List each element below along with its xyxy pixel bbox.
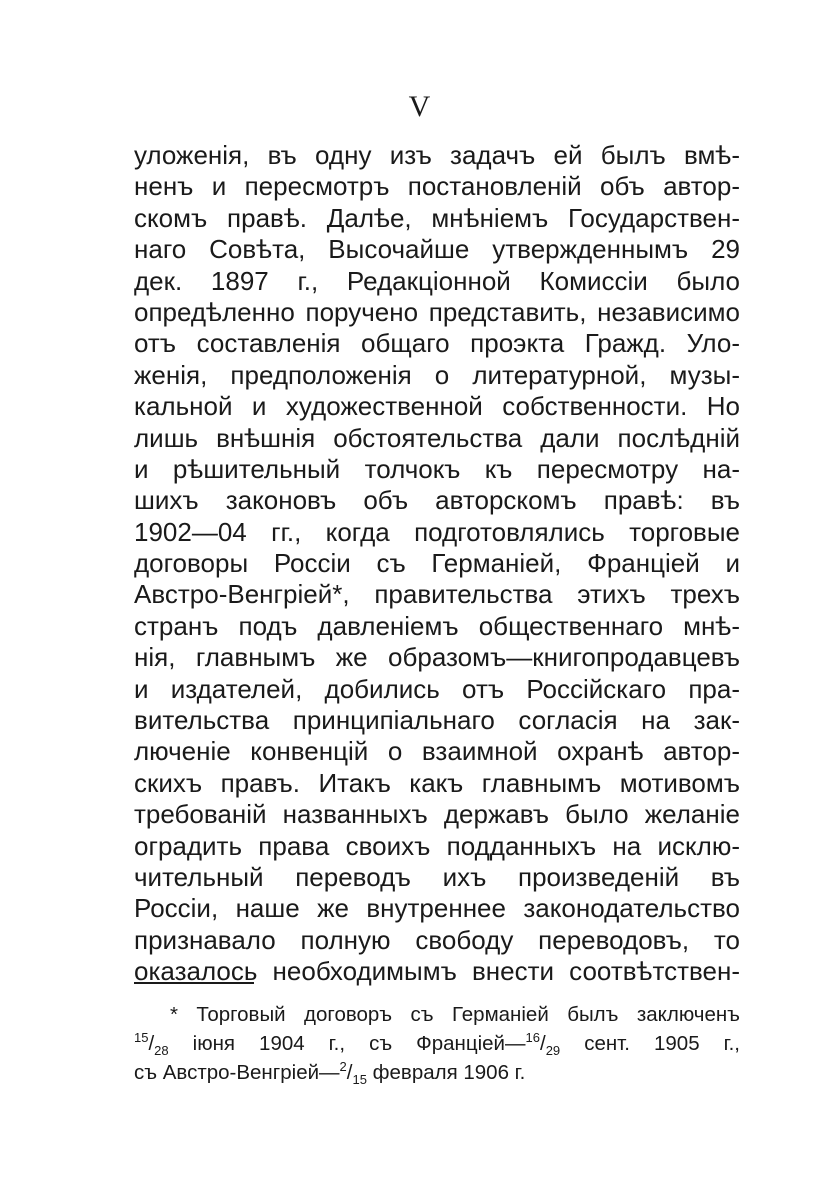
text-line: дек. 1897 г., Редакціонной Комиссіи было [134,265,740,296]
text-line: уложенія, въ одну изъ задачъ ей былъ вмѣ- [134,140,740,170]
text-line: нія, главнымъ же образомъ—книгопродавцевъ [134,642,740,673]
date-fraction: $^{16}/_{29}$ [525,1030,561,1059]
text-line: женія, предположенія о литературной, музы- [134,359,740,390]
text-line: ненъ и пересмотръ постановленій объ автор- [134,171,740,202]
text-line: признавало полную свободу переводовъ, то [134,924,740,955]
footnote-line: $^{15}/_{28}$ іюня 1904 г., съ $Франціей—^{16}/_{29}$ сент. 1905 г., [134,1030,740,1059]
page-number: V [408,90,432,123]
text-line: вительства принципіальнаго согласія на зак- [134,705,740,736]
text-line: люченіе конвенцій о взаимной охранѣ автор- [134,736,740,767]
text-line: наго Совѣта, Высочайше утвержденнымъ 29 [134,234,740,265]
text-line: договоры Россіи съ Германіей, Франціей и [134,548,740,579]
text-line: кальной и художественной собственности. Но [134,391,740,422]
text-line: скихъ правъ. Итакъ какъ главнымъ мотивомъ [134,767,740,798]
text-line: странъ подъ давленіемъ общественнаго мнѣ- [134,610,740,641]
footnote [134,1000,740,1087]
text-line: Австро-Венгріей*, правительства этихъ трехъ [134,579,740,610]
text-line: требованій названныхъ державъ было желаніе [134,799,740,830]
text-line: чительный переводъ ихъ произведеній въ [134,861,740,892]
body-text [134,140,740,988]
text-line: оградить права своихъ подданныхъ на исклю- [134,830,740,861]
text-line: Россіи, наше же внутреннее законодательство [134,893,740,924]
date-fraction: $^{15}/_{28}$ [134,1030,169,1059]
text-line: лишь внѣшнія обстоятельства дали послѣдній [134,422,740,453]
text-line: отъ составленія общаго проэкта Гражд. Уло- [134,328,740,359]
date-fraction: $^2/_{15}$ [339,1059,367,1088]
footnote-line: * Торговый договоръ съ Германіей былъ заключенъ [170,1003,740,1026]
text-line: оказалось необходимымъ внести соотвѣтствен- [134,956,740,987]
text-line: и рѣшительный толчокъ къ пересмотру на- [134,453,740,484]
text-line: шихъ законовъ объ авторскомъ правѣ: въ [134,485,740,516]
text-line: и издателей, добились отъ Россійскаго пра- [134,673,740,704]
text-line: 1902—04 гг., когда подготовлялись торговые [134,516,740,547]
footnote-line: съ Австро-$Венгріей—^2/_{15}$ февраля 1906 г. [134,1059,526,1088]
text-line: опредѣленно поручено представить, независимо [134,296,740,327]
text-line: скомъ правѣ. Далѣе, мнѣніемъ Государствен- [134,202,740,233]
footnote-divider [134,982,254,984]
